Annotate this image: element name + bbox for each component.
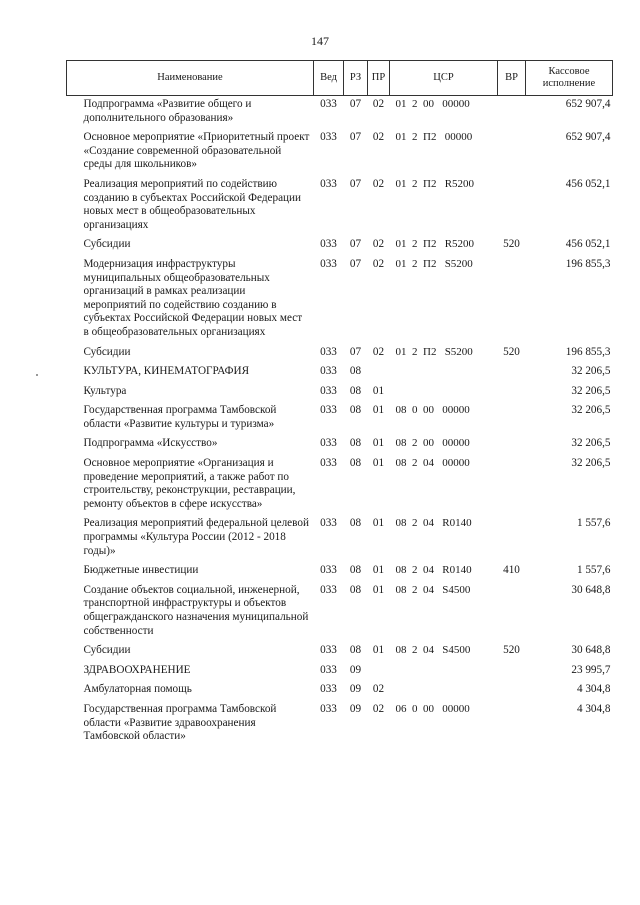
- cell-rz: 07: [349, 345, 362, 358]
- cell-amount: 652 907,4: [565, 98, 611, 110]
- cell-csr: 08 2 04 R0140: [395, 517, 472, 530]
- cell-name: Бюджетные инвестиции: [83, 564, 199, 577]
- cell-pr: [368, 660, 390, 680]
- cell-rz: 09: [349, 702, 362, 715]
- table-row: [67, 361, 613, 381]
- cell-ved: 033: [320, 702, 337, 715]
- cell-ved: 033: [320, 257, 337, 270]
- cell-rz: 08: [349, 365, 362, 378]
- table-row: [67, 699, 613, 746]
- cell-csr: 06 0 00 00000: [395, 702, 470, 715]
- cell-ved: 033: [320, 663, 337, 676]
- cell-name: Подпрограмма «Развитие общего и дополнительного образования»: [83, 98, 252, 124]
- cell-ved: 033: [320, 98, 337, 110]
- cell-vr: 520: [503, 238, 520, 251]
- cell-pr: 02: [372, 702, 385, 715]
- cell-amount: 196 855,3: [565, 345, 611, 358]
- cell-csr: 08 0 00 00000: [395, 404, 470, 417]
- cell-rz: 08: [349, 564, 362, 577]
- cell-ved: 033: [320, 238, 337, 251]
- table-row: [67, 174, 613, 234]
- cell-ved: 033: [320, 583, 337, 596]
- cell-amount: 32 206,5: [571, 384, 611, 397]
- cell-vr: 520: [503, 644, 520, 657]
- cell-name: Государственная программа Тамбовской области «Развитие культуры и туризма»: [83, 404, 277, 430]
- cell-vr: [498, 381, 526, 401]
- header-rz: РЗ: [344, 61, 368, 96]
- cell-ved: 033: [320, 457, 337, 470]
- cell-rz: 08: [349, 644, 362, 657]
- cell-ved: 033: [320, 345, 337, 358]
- cell-ved: 033: [320, 177, 337, 190]
- cell-csr: 01 2 П2 S5200: [395, 345, 473, 358]
- table-header-row: [67, 61, 613, 96]
- table-row: [67, 254, 613, 342]
- table-row: [67, 433, 613, 453]
- budget-table: [66, 60, 613, 746]
- table-row: [67, 453, 613, 513]
- cell-csr: 01 2 П2 R5200: [395, 238, 475, 251]
- cell-name: Основное мероприятие «Организация и проведение мероприятий, а также работ по строительству, реконструкции, реставрации, ремонту объектов в сфере искусства»: [83, 457, 296, 510]
- page-number: 147: [311, 34, 329, 48]
- cell-amount: 1 557,6: [576, 517, 611, 530]
- cell-pr: 02: [372, 98, 385, 110]
- cell-vr: 520: [503, 345, 520, 358]
- cell-vr: [498, 400, 526, 433]
- table-row: [67, 234, 613, 254]
- cell-csr: [390, 679, 498, 699]
- table-row: [67, 96, 613, 128]
- cell-amount: 456 052,1: [565, 238, 611, 251]
- table-row: [67, 342, 613, 362]
- cell-name: ЗДРАВООХРАНЕНИЕ: [83, 663, 191, 676]
- cell-ved: 033: [320, 564, 337, 577]
- cell-csr: 08 2 04 00000: [395, 457, 470, 470]
- cell-rz: 07: [349, 238, 362, 251]
- cell-rz: 08: [349, 384, 362, 397]
- cell-pr: 02: [372, 177, 385, 190]
- cell-csr: [390, 660, 498, 680]
- cell-ved: 033: [320, 365, 337, 378]
- table-body: [67, 96, 613, 746]
- cell-vr: [498, 513, 526, 560]
- cell-vr: [498, 433, 526, 453]
- cell-name: Основное мероприятие «Приоритетный проект «Создание современной образовательной среды для школьников»: [83, 131, 310, 171]
- cell-pr: 01: [372, 644, 385, 657]
- table-row: [67, 580, 613, 640]
- cell-csr: 08 2 04 R0140: [395, 564, 472, 577]
- cell-pr: 02: [372, 131, 385, 144]
- cell-rz: 08: [349, 437, 362, 450]
- cell-amount: 4 304,8: [576, 683, 611, 696]
- header-vr: ВР: [498, 61, 526, 96]
- cell-csr: 01 2 П2 S5200: [395, 257, 473, 270]
- cell-name: Государственная программа Тамбовской области «Развитие здравоохранения Тамбовской области»: [83, 702, 277, 743]
- cell-name: Подпрограмма «Искусство»: [83, 437, 218, 450]
- cell-csr: 08 2 04 S4500: [395, 644, 471, 657]
- cell-csr: 01 2 П2 00000: [395, 131, 473, 144]
- cell-amount: 652 907,4: [565, 131, 611, 144]
- cell-pr: 01: [372, 404, 385, 417]
- cell-rz: 07: [349, 131, 362, 144]
- cell-csr: 08 2 00 00000: [395, 437, 470, 450]
- cell-rz: 07: [349, 257, 362, 270]
- table-row: [67, 660, 613, 680]
- cell-vr: [498, 660, 526, 680]
- cell-csr: [390, 361, 498, 381]
- cell-amount: 456 052,1: [565, 177, 611, 190]
- cell-amount: 23 995,7: [571, 663, 611, 676]
- cell-vr: [498, 174, 526, 234]
- cell-rz: 08: [349, 457, 362, 470]
- cell-ved: 033: [320, 437, 337, 450]
- header-pr: ПР: [368, 61, 390, 96]
- header-name: Наименование: [67, 61, 314, 96]
- cell-vr: [498, 127, 526, 174]
- cell-csr: [390, 381, 498, 401]
- cell-ved: 033: [320, 384, 337, 397]
- cell-rz: 08: [349, 583, 362, 596]
- cell-ved: 033: [320, 644, 337, 657]
- margin-mark: [36, 374, 38, 376]
- table-row: [67, 513, 613, 560]
- cell-rz: 07: [349, 98, 362, 110]
- cell-amount: 30 648,8: [571, 644, 611, 657]
- cell-name: Культура: [83, 384, 127, 397]
- cell-ved: 033: [320, 683, 337, 696]
- cell-pr: 02: [372, 257, 385, 270]
- header-amount: Кассовое исполнение: [526, 61, 613, 96]
- cell-vr: [498, 96, 526, 128]
- table-row: [67, 560, 613, 580]
- cell-csr: 01 2 П2 R5200: [395, 177, 475, 190]
- table-row: [67, 679, 613, 699]
- cell-vr: [498, 580, 526, 640]
- cell-amount: 32 206,5: [571, 457, 611, 470]
- cell-amount: 32 206,5: [571, 365, 611, 378]
- header-csr: ЦСР: [390, 61, 498, 96]
- table-row: [67, 381, 613, 401]
- cell-vr: [498, 361, 526, 381]
- cell-pr: 02: [372, 683, 385, 696]
- cell-ved: 033: [320, 131, 337, 144]
- cell-rz: 09: [349, 663, 362, 676]
- cell-csr: 01 2 00 00000: [395, 98, 470, 110]
- cell-amount: 1 557,6: [576, 564, 611, 577]
- cell-amount: 32 206,5: [571, 404, 611, 417]
- cell-pr: 01: [372, 564, 385, 577]
- cell-pr: 01: [372, 437, 385, 450]
- cell-rz: 07: [349, 177, 362, 190]
- cell-rz: 08: [349, 404, 362, 417]
- cell-name: Создание объектов социальной, инженерной, транспортной инфраструктуры и объектов общегражданского назначения муниципальной собственности: [83, 583, 309, 637]
- cell-vr: [498, 699, 526, 746]
- cell-name: Субсидии: [83, 345, 131, 358]
- cell-pr: 01: [372, 583, 385, 596]
- cell-name: Реализация мероприятий по содействию созданию в субъектах Российской Федерации новых мест в общеобразовательных организациях: [83, 177, 302, 231]
- header-ved: Вед: [314, 61, 344, 96]
- table-row: [67, 640, 613, 660]
- cell-amount: 30 648,8: [571, 583, 611, 596]
- cell-name: Субсидии: [83, 644, 131, 657]
- cell-ved: 033: [320, 404, 337, 417]
- cell-pr: [368, 361, 390, 381]
- table-row: [67, 127, 613, 174]
- cell-pr: 01: [372, 457, 385, 470]
- cell-vr: [498, 679, 526, 699]
- cell-pr: 02: [372, 238, 385, 251]
- cell-csr: 08 2 04 S4500: [395, 583, 471, 596]
- table-row: [67, 400, 613, 433]
- cell-name: Субсидии: [83, 238, 131, 251]
- cell-pr: 02: [372, 345, 385, 358]
- cell-amount: 4 304,8: [576, 702, 611, 715]
- cell-name: Амбулаторная помощь: [83, 683, 192, 696]
- cell-pr: 01: [372, 517, 385, 530]
- cell-amount: 32 206,5: [571, 437, 611, 450]
- cell-vr: [498, 453, 526, 513]
- cell-name: Реализация мероприятий федеральной целевой программы «Культура России (2012 - 2018 годы)»: [83, 517, 309, 557]
- cell-pr: 01: [372, 384, 385, 397]
- cell-ved: 033: [320, 517, 337, 530]
- cell-name: КУЛЬТУРА, КИНЕМАТОГРАФИЯ: [83, 365, 250, 378]
- cell-amount: 196 855,3: [565, 257, 611, 270]
- cell-name: Модернизация инфраструктуры муниципальных общеобразовательных организаций в рамках реализации мероприятий по содействию созданию в субъектах Российской Федерации новых мест в общеобразовательных организациях: [83, 257, 303, 338]
- cell-rz: 09: [349, 683, 362, 696]
- cell-vr: 410: [503, 564, 520, 577]
- cell-rz: 08: [349, 517, 362, 530]
- cell-vr: [498, 254, 526, 342]
